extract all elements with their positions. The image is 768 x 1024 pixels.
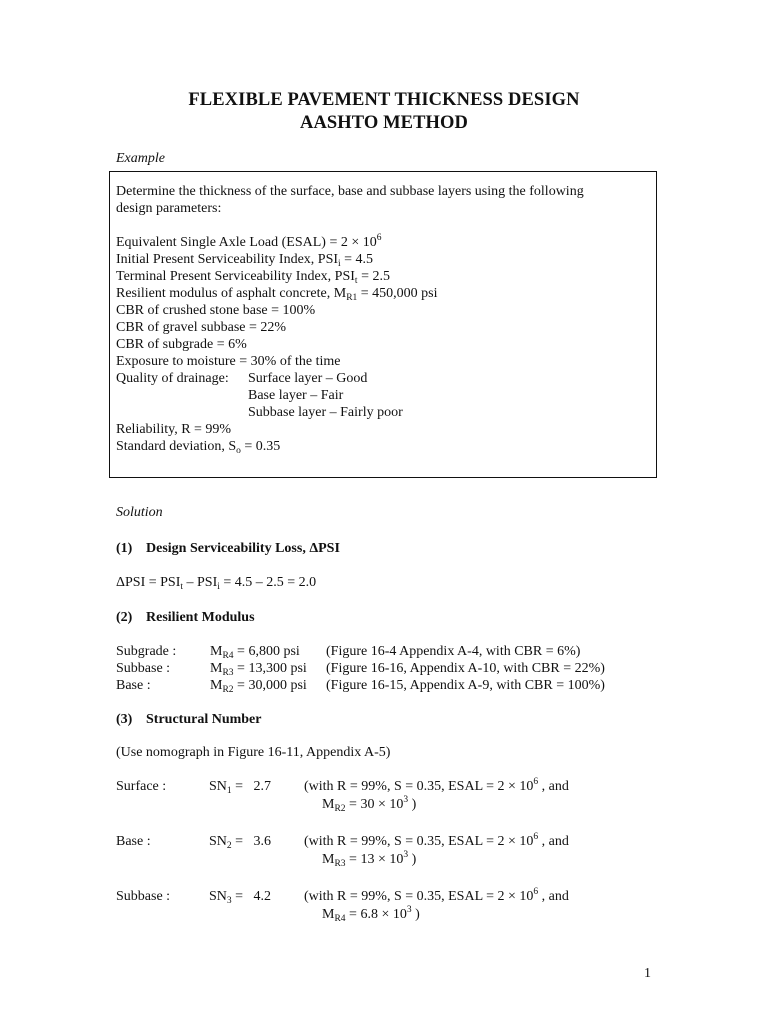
param-moisture: Exposure to moisture = 30% of the time	[116, 354, 341, 369]
page-number: 1	[644, 966, 651, 981]
sn-row-condition: (with R = 99%, S = 0.35, ESAL = $2 \times 10^6$ , and	[304, 832, 569, 849]
sn-row-label: Subbase :	[116, 889, 171, 904]
sn-row-value: $SN_1 = 2.7$	[209, 779, 272, 796]
sn-row-label: Surface :	[116, 779, 167, 794]
modulus-row-note: (Figure 16-15, Appendix A-9, with CBR = 100%)	[326, 678, 605, 693]
sn-row-condition: (with R = 99%, S = 0.35, ESAL = $2 \times 10^6$ , and	[304, 777, 569, 794]
drainage-base: Base layer – Fair	[248, 388, 344, 403]
step3-heading: Structural Number	[146, 712, 262, 727]
step3-note: (Use nomograph in Figure 16-11, Appendix A-5)	[116, 745, 391, 760]
intro-line1: Determine the thickness of the surface, base and subbase layers using the following	[116, 184, 584, 199]
drainage-subbase: Subbase layer – Fairly poor	[248, 405, 403, 420]
step2-heading: Resilient Modulus	[146, 610, 255, 625]
step1-equation: $\Delta PSI = PSI_t - PSI_i = 4.5 - 2.5 = 2.0$	[116, 575, 317, 592]
sn-row-modulus: $M_{R2} = 30 \times 10^3$ )	[322, 795, 417, 814]
param-esal: Equivalent Single Axle Load (ESAL) = $2 \times 10^6$	[116, 233, 382, 250]
modulus-row-label: Base :	[116, 678, 151, 693]
modulus-row-label: Subgrade :	[116, 644, 177, 659]
document-title-line1: FLEXIBLE PAVEMENT THICKNESS DESIGN	[188, 90, 580, 110]
modulus-row-label: Subbase :	[116, 661, 171, 676]
sn-row-condition: (with R = 99%, S = 0.35, ESAL = $2 \times 10^6$ , and	[304, 887, 569, 904]
sn-row-modulus: $M_{R3} = 13 \times 10^3$ )	[322, 850, 417, 869]
document-title-line2: AASHTO METHOD	[300, 113, 468, 133]
modulus-row-note: (Figure 16-4 Appendix A-4, with CBR = 6%)	[326, 644, 581, 659]
example-label: Example	[116, 151, 165, 166]
sn-row-value: $SN_2 = 3.6$	[209, 834, 272, 851]
modulus-row-note: (Figure 16-16, Appendix A-10, with CBR = 22%)	[326, 661, 605, 676]
drainage-label: Quality of drainage:	[116, 371, 229, 386]
intro-line2: design parameters:	[116, 201, 222, 216]
modulus-row-value: $M_{R4} = 6,800$ psi	[210, 644, 300, 661]
step2-number: (2)	[116, 610, 133, 625]
sn-row-label: Base :	[116, 834, 151, 849]
param-resilient-modulus: Resilient modulus of asphalt concrete, $M_{R1} = 450,000$ psi	[116, 286, 438, 303]
sn-row-value: $SN_3 = 4.2$	[209, 889, 272, 906]
step1-heading: Design Serviceability Loss, ΔPSI	[146, 541, 340, 556]
param-cbr-base: CBR of crushed stone base = 100%	[116, 303, 316, 318]
param-standard-deviation: Standard deviation, $S_o = 0.35$	[116, 439, 281, 456]
param-cbr-subbase: CBR of gravel subbase = 22%	[116, 320, 287, 335]
param-cbr-subgrade: CBR of subgrade = 6%	[116, 337, 247, 352]
step3-number: (3)	[116, 712, 133, 727]
step1-number: (1)	[116, 541, 133, 556]
param-psi-terminal: Terminal Present Serviceability Index, $PSI_t = 2.5$	[116, 269, 390, 286]
param-reliability: Reliability, R = 99%	[116, 422, 232, 437]
param-psi-initial: Initial Present Serviceability Index, $PSI_i = 4.5$	[116, 252, 374, 269]
modulus-row-value: $M_{R2} = 30,000$ psi	[210, 678, 307, 695]
drainage-surface: Surface layer – Good	[248, 371, 368, 386]
sn-row-modulus: $M_{R4} = 6.8 \times 10^3$ )	[322, 905, 420, 924]
solution-label: Solution	[116, 505, 163, 520]
modulus-row-value: $M_{R3} = 13,300$ psi	[210, 661, 307, 678]
